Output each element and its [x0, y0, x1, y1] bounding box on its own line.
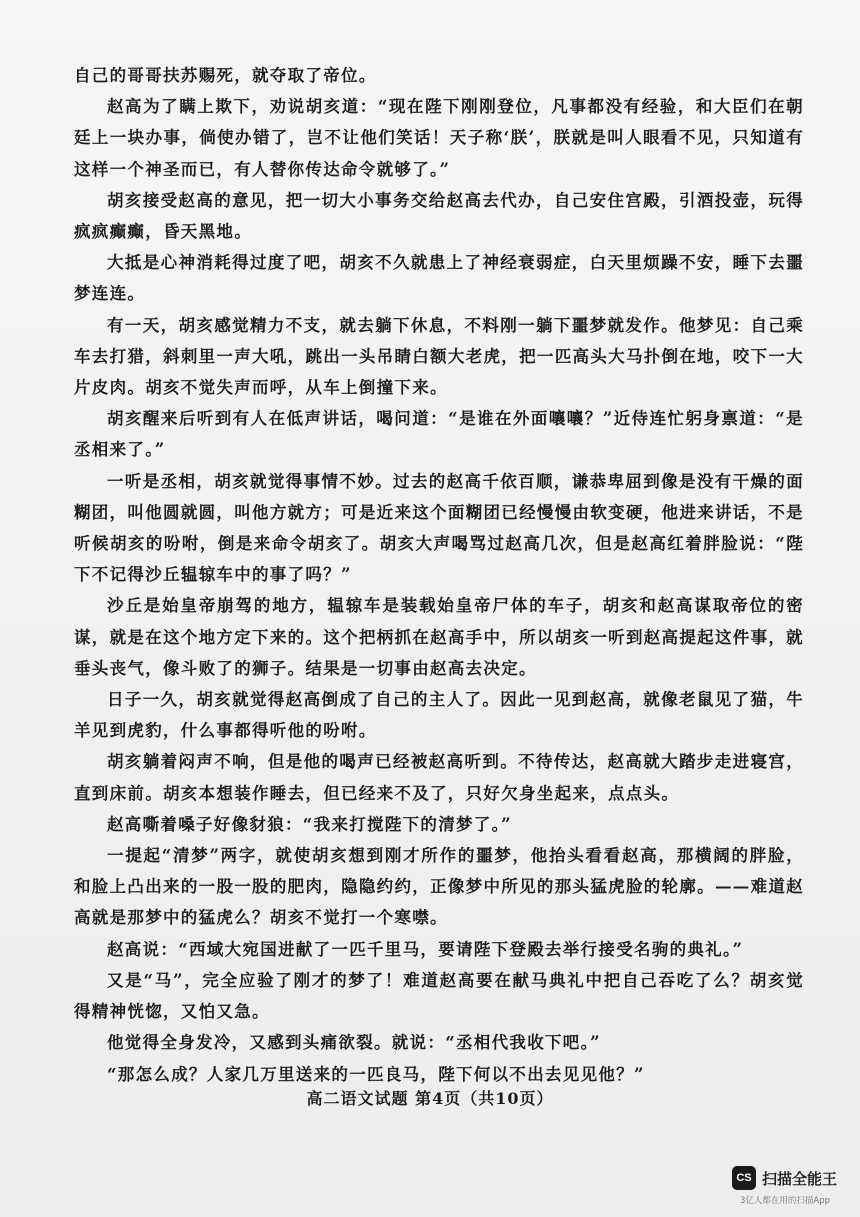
page-footer: 高二语文试题 第4页（共10页）: [306, 1089, 554, 1108]
paragraph-4: 大抵是心神消耗得过度了吧，胡亥不久就患上了神经衰弱症，白天里烦躁不安，睡下去噩梦连连。: [74, 253, 804, 304]
watermark-name: 扫描全能王: [762, 1170, 838, 1188]
paragraph-15: 他觉得全身发冷，又感到头痛欲裂。就说：“丞相代我收下吧。”: [107, 1033, 601, 1053]
camscanner-logo-icon: CS: [732, 1166, 756, 1190]
paragraph-10: 胡亥躺着闷声不响，但是他的喝声已经被赵高听到。不待传达，赵高就大踏步走进寝宫，直到床前。胡亥本想装作睡去，但已经来不及了，只好欠身坐起来，点点头。: [74, 752, 804, 803]
paragraph-3: 胡亥接受赵高的意见，把一切大小事务交给赵高去代办，自己安住宫殿，引酒投壶，玩得疯疯癫癫，昏天黑地。: [74, 190, 804, 242]
paragraph-16: “那怎么成？人家几万里送来的一匹良马，陛下何以不出去见见他？”: [107, 1064, 645, 1084]
paragraph-12: 一提起“清梦”两字，就使胡亥想到刚才所作的噩梦，他抬头看看赵高，那横阔的胖脸，和脸上凸出来的一股一股的肥肉，隐隐约约，正像梦中所见的那头猛虎脸的轮廓。——难道赵高就是那梦中的猛虎么？胡亥不觉打一个寒噤。: [74, 846, 804, 928]
paragraph-11: 赵高嘶着嗓子好像豺狼：“我来打搅陛下的清梦了。”: [107, 814, 512, 834]
paragraph-8: 沙丘是始皇帝崩驾的地方，辒辌车是装载始皇帝尸体的车子，胡亥和赵高谋取帝位的密谋，就是在这个地方定下来的。这个把柄抓在赵高手中，所以胡亥一听到赵高提起这件事，就垂头丧气，像斗败了的狮子。结果是一切事由赵高去决定。: [74, 596, 804, 678]
watermark-tagline: 3亿人都在用的扫描App: [740, 1196, 831, 1206]
paragraph-6: 胡亥醒来后听到有人在低声讲话，喝问道：“是谁在外面嚷嚷？”近侍连忙躬身禀道：“是丞相来了。”: [74, 409, 804, 460]
paragraph-13: 赵高说：“西域大宛国进献了一匹千里马，要请陛下登殿去举行接受名驹的典礼。”: [107, 939, 744, 959]
paragraph-1: 自己的哥哥扶苏赐死，就夺取了帝位。: [74, 66, 377, 85]
paragraph-7: 一听是丞相，胡亥就觉得事情不妙。过去的赵高千依百顺，谦恭卑屈到像是没有干燥的面糊团，叫他圆就圆，叫他方就方；可是近来这个面糊团已经慢慢由软变硬，他进来讲话，不是听候胡亥的吩咐，倒是来命令胡亥了。胡亥大声喝骂过赵高几次，但是赵高红着胖脸说：“陛下不记得沙丘辒辌车中的事了吗？”: [74, 471, 804, 585]
article-body: [74, 60, 804, 1090]
paragraph-5: 有一天，胡亥感觉精力不支，就去躺下休息，不料刚一躺下噩梦就发作。他梦见：自己乘车去打猎，斜刺里一声大吼，跳出一头吊睛白额大老虎，把一匹高头大马扑倒在地，咬下一大片皮肉。胡亥不觉失声而呼，从车上倒撞下来。: [74, 315, 804, 398]
paragraph-9: 日子一久，胡亥就觉得赵高倒成了自己的主人了。因此一见到赵高，就像老鼠见了猫，牛羊见到虎豹，什么事都得听他的吩咐。: [74, 690, 804, 741]
scanner-watermark: [732, 1166, 842, 1206]
paragraph-2: 赵高为了瞒上欺下，劝说胡亥道：“现在陛下刚刚登位，凡事都没有经验，和大臣们在朝廷上一块办事，倘使办错了，岂不让他们笑话！天子称‘朕’，朕就是叫人眼看不见，只知道有这样一个神圣而已，有人替你传达命令就够了。”: [74, 97, 804, 179]
paragraph-14: 又是“马”，完全应验了刚才的梦了！难道赵高要在献马典礼中把自己吞吃了么？胡亥觉得精神恍惚，又怕又急。: [74, 970, 804, 1022]
